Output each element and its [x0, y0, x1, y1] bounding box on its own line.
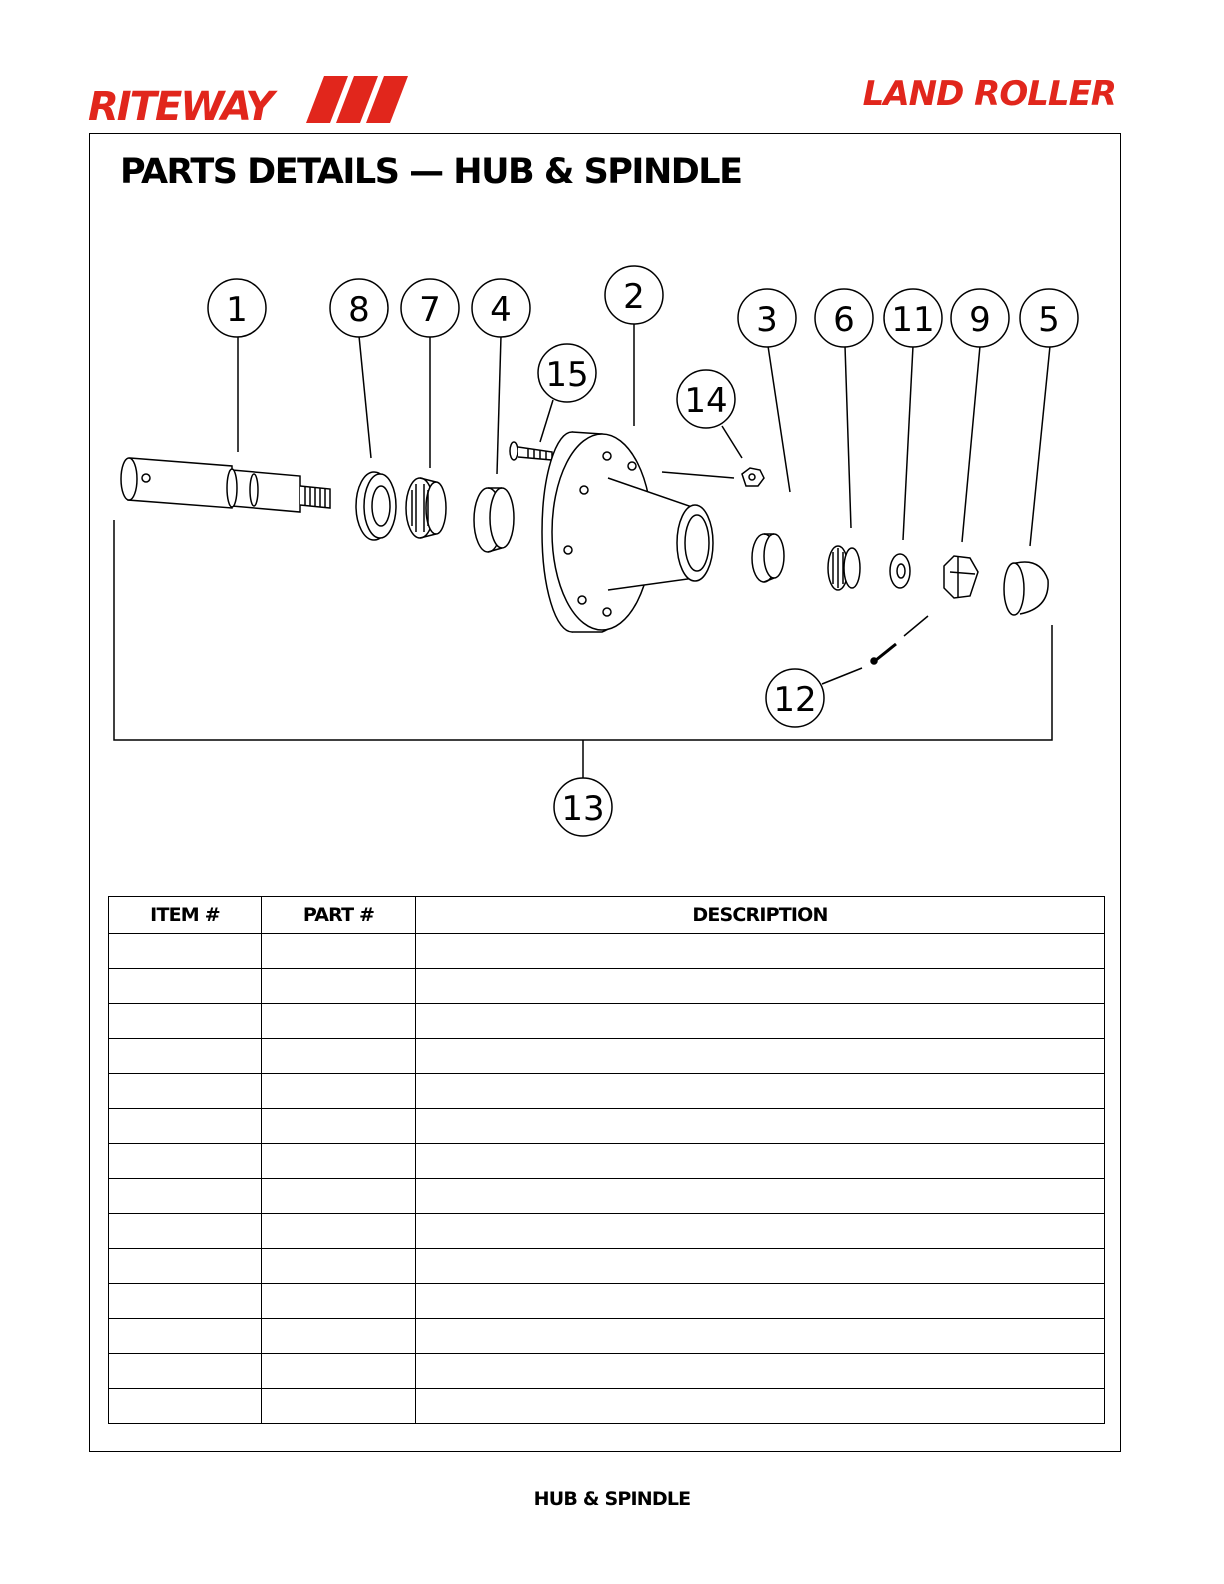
- cell-description: [416, 934, 1105, 969]
- callout-4-label: 4: [490, 290, 512, 330]
- callout-1-label: 1: [226, 290, 248, 330]
- callout-14: [677, 370, 735, 428]
- cell-part: [262, 1284, 416, 1319]
- cell-item: [109, 1354, 262, 1389]
- cell-description: [416, 1214, 1105, 1249]
- cell-description: [416, 969, 1105, 1004]
- land-roller-brand: LAND ROLLER: [862, 74, 1116, 114]
- riteway-logo: [86, 68, 416, 130]
- cell-item: [109, 1074, 262, 1109]
- hub-part: [542, 432, 713, 632]
- callout-3: [738, 289, 796, 347]
- cell-item: [109, 1144, 262, 1179]
- cell-part: [262, 1249, 416, 1284]
- cell-item: [109, 1179, 262, 1214]
- cell-part: [262, 969, 416, 1004]
- cell-part: [262, 1144, 416, 1179]
- table-row: [109, 969, 1105, 1004]
- callout-12-label: 12: [773, 680, 817, 720]
- callout-14-label: 14: [684, 381, 728, 421]
- riteway-logo-text: RITEWAY: [88, 84, 273, 130]
- dust-cap-part: [1004, 562, 1048, 615]
- cell-part: [262, 1004, 416, 1039]
- cell-description: [416, 1109, 1105, 1144]
- callout-13: [554, 778, 612, 836]
- cell-item: [109, 1004, 262, 1039]
- col-header-description: DESCRIPTION: [416, 897, 1105, 934]
- washer-part: [890, 554, 910, 588]
- callout-6: [815, 289, 873, 347]
- table-header-row: [109, 897, 1105, 934]
- cell-description: [416, 1389, 1105, 1424]
- hub-spindle-diagram: [100, 255, 1110, 845]
- callout-15: [538, 344, 596, 402]
- cell-part: [262, 1389, 416, 1424]
- callout-2: [605, 266, 663, 324]
- table-row: [109, 1144, 1105, 1179]
- callout-7-label: 7: [419, 290, 441, 330]
- wheel-stud-part: [510, 442, 552, 460]
- callout-5: [1020, 289, 1078, 347]
- inner-bearing-part: [406, 478, 446, 538]
- cotter-pin-part: [871, 616, 928, 664]
- cell-item: [109, 1284, 262, 1319]
- table-row: [109, 934, 1105, 969]
- cell-item: [109, 934, 262, 969]
- table-row: [109, 1354, 1105, 1389]
- cell-description: [416, 1074, 1105, 1109]
- cell-part: [262, 1179, 416, 1214]
- cell-description: [416, 1249, 1105, 1284]
- cell-part: [262, 1319, 416, 1354]
- table-row: [109, 1389, 1105, 1424]
- cell-item: [109, 1039, 262, 1074]
- callout-8: [330, 279, 388, 337]
- table-row: [109, 1039, 1105, 1074]
- spindle-part: [121, 458, 330, 512]
- table-row: [109, 1004, 1105, 1039]
- callout-2-label: 2: [623, 277, 645, 317]
- castle-nut-part: [944, 556, 978, 598]
- table-row: [109, 1284, 1105, 1319]
- lug-nut-part: [742, 468, 764, 486]
- cell-item: [109, 1319, 262, 1354]
- callout-7: [401, 279, 459, 337]
- outer-bearing-part: [828, 546, 860, 590]
- callout-8-label: 8: [348, 290, 370, 330]
- col-header-item: ITEM #: [109, 897, 262, 934]
- cell-description: [416, 1354, 1105, 1389]
- callout-15-label: 15: [545, 355, 589, 395]
- page-footer: HUB & SPINDLE: [533, 1488, 691, 1510]
- callout-12: [766, 669, 824, 727]
- cell-part: [262, 1214, 416, 1249]
- table-row: [109, 1249, 1105, 1284]
- callout-9: [951, 289, 1009, 347]
- callout-3-label: 3: [756, 300, 778, 340]
- cell-item: [109, 969, 262, 1004]
- table-row: [109, 1109, 1105, 1144]
- callout-4: [472, 279, 530, 337]
- cell-item: [109, 1109, 262, 1144]
- callout-11-label: 11: [891, 300, 935, 340]
- outer-race-part: [752, 534, 784, 582]
- cell-item: [109, 1249, 262, 1284]
- callout-5-label: 5: [1038, 300, 1060, 340]
- cell-part: [262, 1354, 416, 1389]
- col-header-part: PART #: [262, 897, 416, 934]
- callout-1: [208, 279, 266, 337]
- page-title: PARTS DETAILS — HUB & SPINDLE: [120, 152, 742, 192]
- parts-table: [108, 896, 1105, 1424]
- cell-item: [109, 1389, 262, 1424]
- callout-13-label: 13: [561, 789, 605, 829]
- cell-part: [262, 1039, 416, 1074]
- cell-description: [416, 1284, 1105, 1319]
- cell-description: [416, 1144, 1105, 1179]
- seal-part: [356, 472, 396, 540]
- cell-description: [416, 1039, 1105, 1074]
- cell-description: [416, 1319, 1105, 1354]
- callout-6-label: 6: [833, 300, 855, 340]
- table-row: [109, 1074, 1105, 1109]
- parts-table-body: [109, 934, 1105, 1424]
- callout-9-label: 9: [969, 300, 991, 340]
- cell-description: [416, 1004, 1105, 1039]
- table-row: [109, 1179, 1105, 1214]
- cell-description: [416, 1179, 1105, 1214]
- table-row: [109, 1214, 1105, 1249]
- cell-item: [109, 1214, 262, 1249]
- inner-race-part: [474, 488, 514, 552]
- table-row: [109, 1319, 1105, 1354]
- cell-part: [262, 1109, 416, 1144]
- cell-part: [262, 1074, 416, 1109]
- callout-11: [884, 289, 942, 347]
- cell-part: [262, 934, 416, 969]
